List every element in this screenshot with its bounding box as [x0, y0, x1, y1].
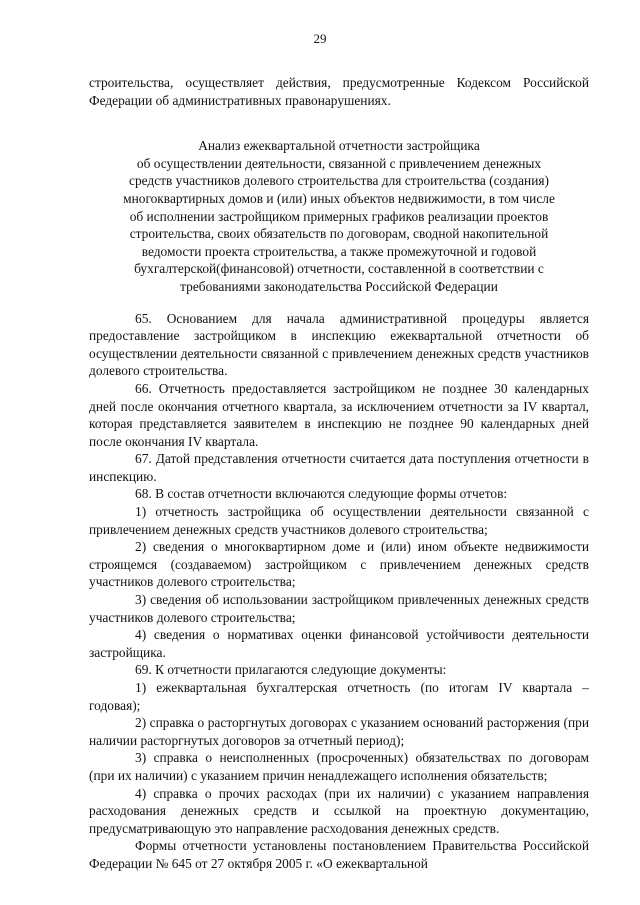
heading-line: строительства, своих обязательств по договорам, сводной накопительной: [129, 226, 549, 242]
list-item-68-4: 4) сведения о нормативах оценки финансовой устойчивости деятельности застройщика.: [89, 627, 589, 660]
list-item-69-3: 3) справка о неисполненных (просроченных) обязательствах по договорам (при их наличии) с указанием причин ненадлежащего исполнения обязательств;: [89, 750, 589, 783]
heading-line: ведомости проекта строительства, а также промежуточной и годовой: [141, 243, 537, 259]
paragraph-68: 68. В состав отчетности включаются следующие формы отчетов:: [135, 486, 508, 502]
paragraph-forms: Формы отчетности установлены постановлением Правительства Российской Федерации № 645 от 27 октября 2005 г. «О ежеквартальной: [89, 838, 589, 871]
heading-line: об исполнении застройщиком примерных графиков реализации проектов: [129, 208, 549, 224]
heading-line: многоквартирных домов и (или) иных объектов недвижимости, в том числе: [123, 190, 555, 206]
heading-line: об осуществлении деятельности, связанной с привлечением денежных: [136, 155, 542, 171]
heading-line: средств участников долевого строительства для строительства (создания): [129, 173, 549, 189]
list-item-68-1: 1) отчетность застройщика об осуществлении деятельности связанной с привлечением денежных средств участников долевого строительства;: [89, 504, 589, 537]
page-number: 29: [313, 31, 327, 46]
list-item-69-1: 1) ежеквартальная бухгалтерская отчетность (по итогам IV квартала – годовая);: [89, 680, 589, 713]
paragraph-65: 65. Основанием для начала административной процедуры является предоставление застройщиком в инспекцию ежеквартальной отчетности об осуществлении деятельности связанной с привлечением денежных средств участников долевого строительства.: [89, 310, 589, 379]
paragraph-66: 66. Отчетность предоставляется застройщиком не позднее 30 календарных дней после окончания отчетного квартала, за исключением отчетности за IV квартал, которая представляется заявителем в инспекцию не позднее 90 календарных дней после окончания IV квартала.: [89, 380, 589, 449]
list-item-68-3: 3) сведения об использовании застройщиком привлеченных денежных средств участников долевого строительства;: [89, 592, 589, 625]
paragraph-69: 69. К отчетности прилагаются следующие документы:: [135, 662, 447, 678]
paragraph-67: 67. Датой представления отчетности считается дата поступления отчетности в инспекцию.: [89, 451, 589, 484]
list-item-69-2: 2) справка о расторгнутых договорах с указанием оснований расторжения (при наличии расторгнутых договоров за отчетный период);: [89, 715, 589, 748]
heading-line: требованиями законодательства Российской Федерации: [180, 278, 498, 294]
heading-line: бухгалтерской(финансовой) отчетности, составленной в соответствии с: [134, 261, 544, 277]
intro-paragraph: строительства, осуществляет действия, предусмотренные Кодексом Российской Федерации об административных правонарушениях.: [89, 75, 589, 108]
section-heading: [89, 137, 589, 295]
document-body: [89, 74, 589, 873]
heading-line: Анализ ежеквартальной отчетности застройщика: [198, 138, 480, 154]
list-item-68-2: 2) сведения о многоквартирном доме и (или) ином объекте недвижимости строящемся (создаваемом) застройщиком с привлечением денежных средств участников долевого строительства;: [89, 539, 589, 590]
list-item-69-4: 4) справка о прочих расходах (при их наличии) с указанием направления расходования денежных средств и ссылкой на проектную документацию, предусматривающую это направление расходования денежных средств.: [89, 785, 589, 836]
